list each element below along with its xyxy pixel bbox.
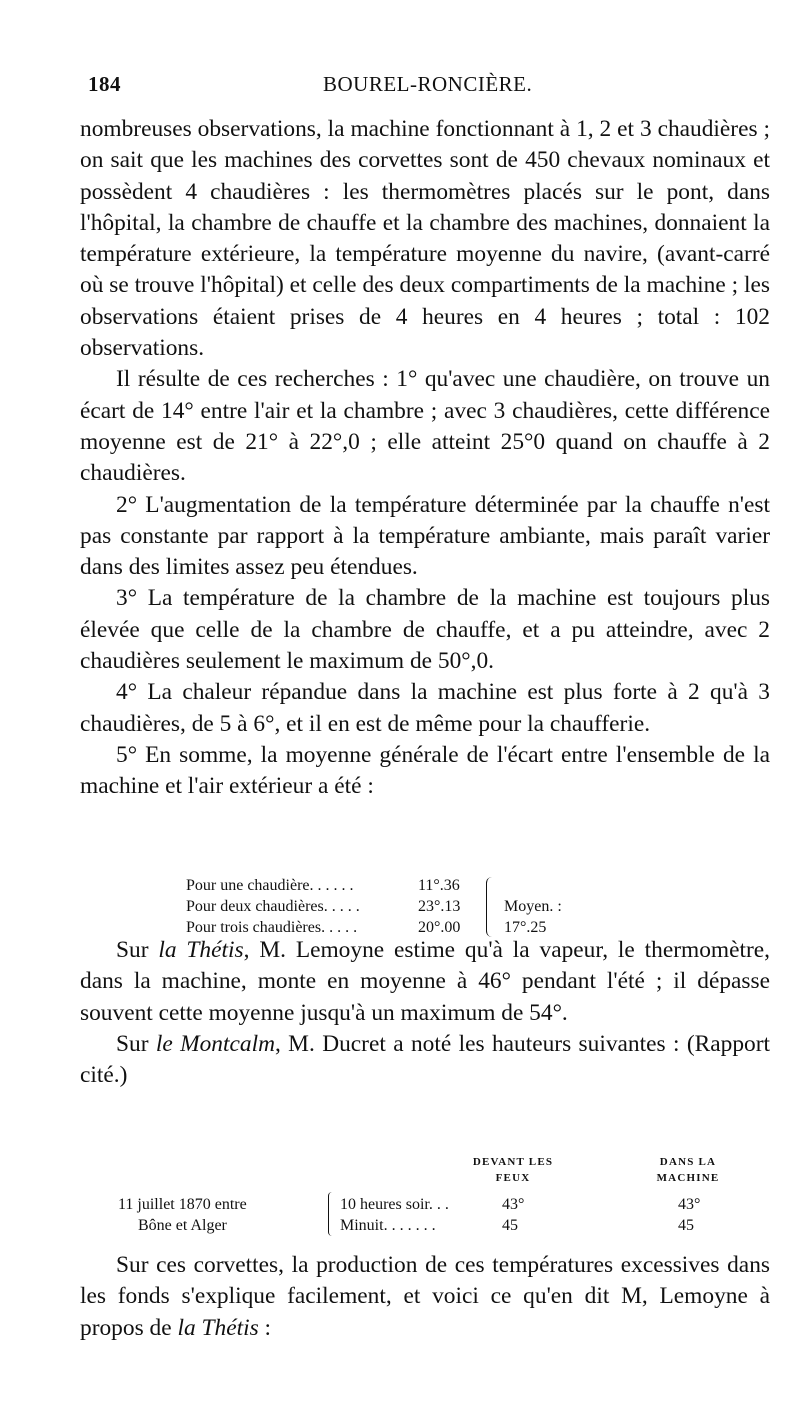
- page-number: 184: [88, 72, 121, 96]
- paragraph-6: 5° En somme, la moyenne générale de l'écart entre l'ensemble de la machine et l'air extérieur a été :: [80, 741, 770, 800]
- paragraph-2: Il résulte de ces recherches : 1° qu'avec une chaudière, on trouve un écart de 14° entre l'air et la chambre ; avec 3 chaudières, cette différence moyenne est de 21° à 22°,0 ; elle atteint 25°0 quand on chauffe à 2 chaudières.: [80, 366, 770, 487]
- machine-cell: 43°: [678, 1196, 701, 1213]
- text-run: , M. Ducret a noté les hauteurs suivantes : (Rapport cité.): [80, 1030, 770, 1089]
- body-text-bottom: [80, 1250, 770, 1344]
- header-line: DEVANT LES: [472, 1156, 554, 1168]
- row-value: 20°.00: [418, 919, 461, 936]
- column-header-machine: [633, 1154, 743, 1186]
- text-run: :: [258, 1314, 272, 1341]
- text-run: Sur ces corvettes, la production de ces températures excessives dans les fonds s'explique facilement, et voici ce qu'en dit M, Lemoyne à propos de: [80, 1252, 770, 1341]
- text-run: , M. Lemoyne estime qu'à la vapeur, le thermomètre, dans la machine, monte en moyenne à 46° pendant l'été ; il dépasse souvent cette moyenne jusqu'à un maximum de 54°.: [80, 937, 771, 1026]
- header-line: FEUX: [495, 1172, 531, 1184]
- route-label: Bône et Alger: [138, 1217, 227, 1234]
- paragraph-1: nombreuses observations, la machine fonctionnant à 1, 2 et 3 chaudières ; on sait que les machines des corvettes sont de 450 chevaux nominaux et possèdent 4 chaudières : les thermomètres placés sur le pont, dans l'hôpital, la chambre de chauffe et la chambre des machines, donnaient la température extérieure, la température moyenne du navire, (avant-carré où se trouve l'hôpital) et celle des deux compartiments de la machine ; les observations étaient prises de 4 heures en 4 heures ; total : 102 observations.: [80, 116, 770, 362]
- machine-cell: 45: [678, 1217, 694, 1234]
- header-line: DANS LA: [659, 1156, 717, 1168]
- time-cell: Minuit. . . . . . .: [340, 1217, 436, 1234]
- paragraph-4: 3° La température de la chambre de la machine est toujours plus élevée que celle de la chambre de chauffe, et a pu atteindre, avec 2 chaudières seulement le maximum de 50°,0.: [80, 585, 770, 675]
- feux-cell: 45: [502, 1217, 518, 1234]
- body-text-top: [80, 114, 770, 803]
- paragraph-5: 4° La chaleur répandue dans la machine est plus forte à 2 qu'à 3 chaudières, de 5 à 6°, et il en est de même pour la chaufferie.: [80, 679, 770, 737]
- row-label: Pour une chaudière. . . . . .: [186, 877, 354, 894]
- column-header-feux: [458, 1154, 568, 1186]
- date-label: 11 juillet 1870 entre: [118, 1196, 247, 1213]
- brace-mark: [486, 877, 497, 937]
- row-label: Pour trois chaudières. . . . .: [186, 919, 358, 936]
- ship-name: la Thétis: [158, 937, 244, 963]
- running-head: BOUREL-RONCIÈRE.: [323, 72, 533, 96]
- mean-value: Moyen. : 17°.25: [504, 898, 562, 936]
- ship-name: le Montcalm: [155, 1030, 275, 1057]
- text-run: Sur: [116, 937, 159, 963]
- row-value: 11°.36: [418, 877, 460, 894]
- row-label: Pour deux chaudières. . . . .: [186, 898, 360, 915]
- row-value: 23°.13: [418, 898, 461, 915]
- paragraph-7: [80, 935, 770, 1029]
- brace-mark: [328, 1192, 335, 1236]
- text-run: Sur: [116, 1030, 156, 1057]
- paragraph-8: [80, 1029, 770, 1092]
- feux-cell: 43°: [502, 1196, 525, 1213]
- table-row: [186, 875, 606, 896]
- header-line: MACHINE: [656, 1172, 720, 1184]
- boiler-mean-table: [186, 875, 606, 938]
- ship-name: la Thétis: [177, 1314, 259, 1341]
- paragraph-9: [80, 1250, 770, 1344]
- paragraph-3: 2° L'augmentation de la température déterminée par la chauffe n'est pas constante par rapport à la température ambiante, mais paraît varier dans des limites assez peu étendues.: [80, 491, 770, 581]
- time-cell: 10 heures soir. . .: [340, 1196, 449, 1213]
- body-text-middle: [80, 935, 770, 1091]
